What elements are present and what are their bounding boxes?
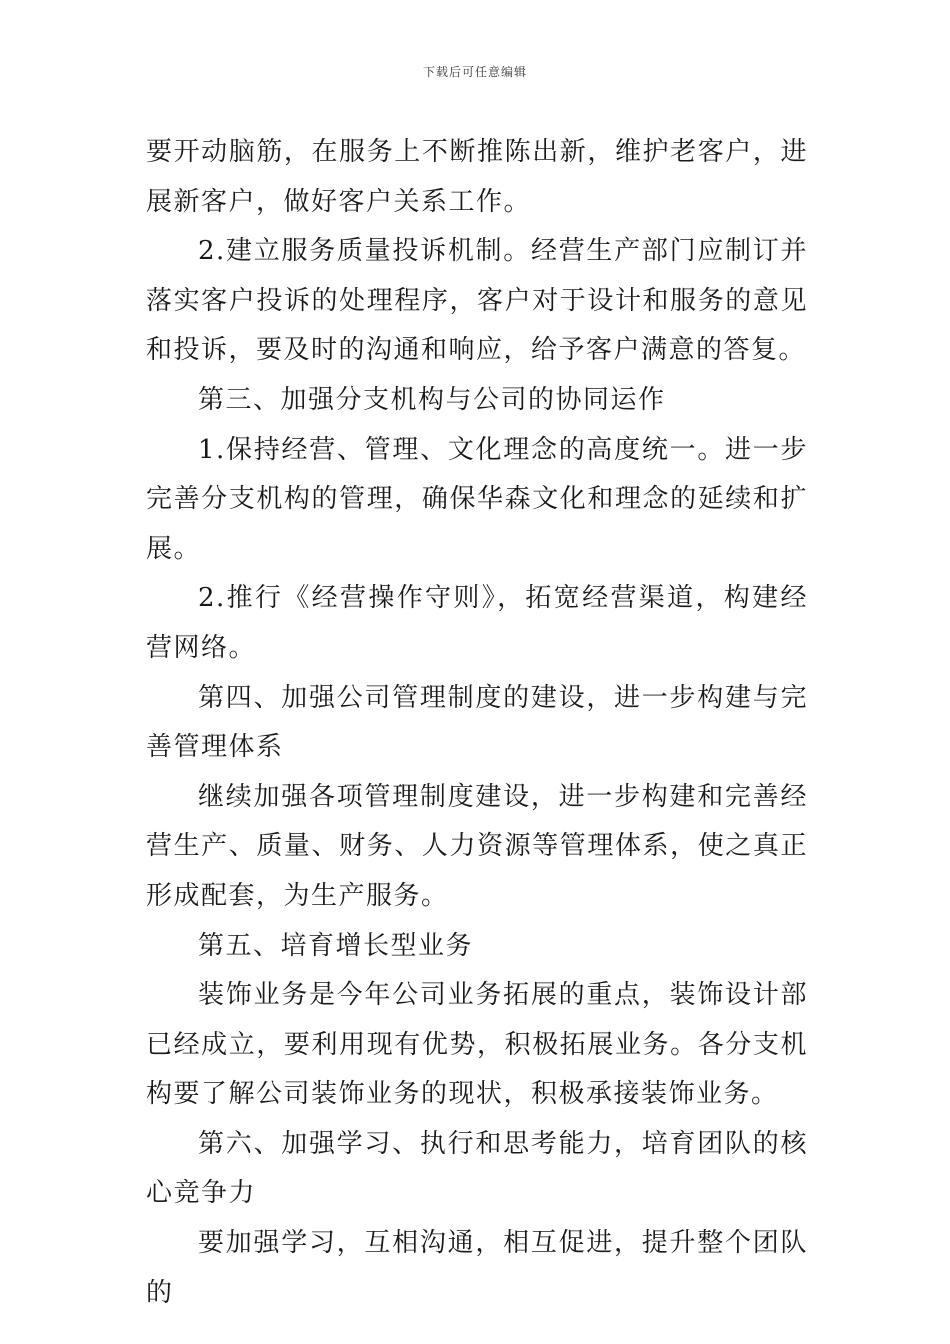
- paragraph: 装饰业务是今年公司业务拓展的重点，装饰设计部已经成立，要利用现有优势，积极拓展业务。各分支机构要了解公司装饰业务的现状，积极承接装饰业务。: [146, 980, 808, 1110]
- paragraph: 1.保持经营、管理、文化理念的高度统一。进一步完善分支机构的管理，确保华森文化和理念的延续和扩展。: [146, 434, 808, 564]
- paragraph: 继续加强各项管理制度建设，进一步构建和完善经营生产、质量、财务、人力资源等管理体系，使之真正形成配套，为生产服务。: [146, 781, 808, 911]
- paragraph: 要加强学习，互相沟通，相互促进，提升整个团队的: [146, 1228, 808, 1308]
- page-header-note: 下载后可任意编辑: [422, 65, 527, 79]
- document-body: [146, 128, 808, 1318]
- section-heading: 第五、培育增长型业务: [198, 930, 474, 961]
- section-heading: 第三、加强分支机构与公司的协同运作: [198, 384, 666, 415]
- section-heading: 第四、加强公司管理制度的建设，进一步构建与完善管理体系: [146, 682, 808, 763]
- section-heading: 第六、加强学习、执行和思考能力，培育团队的核心竞争力: [146, 1128, 808, 1209]
- paragraph: 2.推行《经营操作守则》，拓宽经营渠道，构建经营网络。: [146, 583, 808, 663]
- paragraph: 2.建立服务质量投诉机制。经营生产部门应制订并落实客户投诉的处理程序，客户对于设计和服务的意见和投诉，要及时的沟通和响应，给予客户满意的答复。: [146, 236, 808, 366]
- paragraph: 要开动脑筋，在服务上不断推陈出新，维护老客户，进展新客户，做好客户关系工作。: [146, 137, 808, 217]
